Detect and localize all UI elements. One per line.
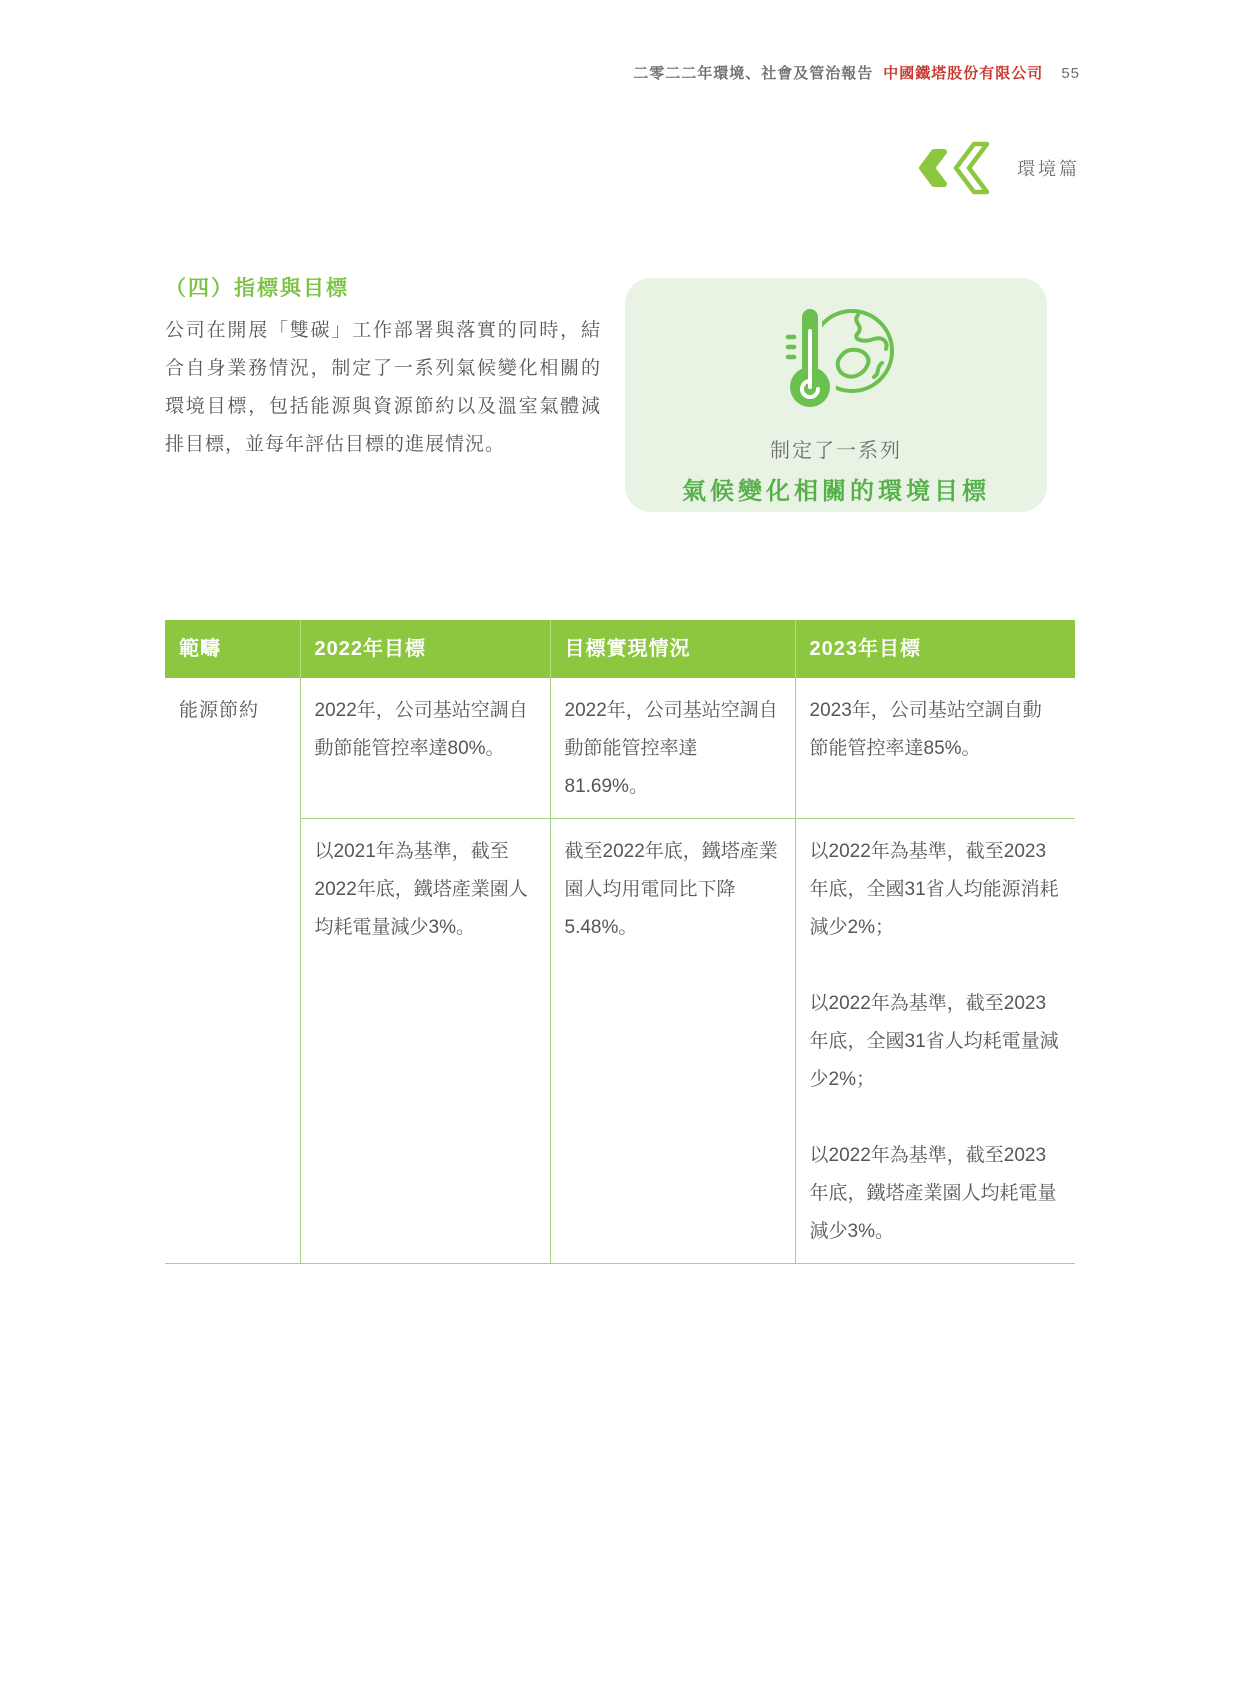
cell-achievement: 2022年，公司基站空調自動節能管控率達81.69%。 (550, 678, 795, 819)
double-chevron-left-icon (911, 138, 1003, 198)
section-title: （四）指標與目標 (165, 277, 349, 300)
col-header-target-2023: 2023年目標 (795, 620, 1075, 678)
cell-category: 能源節約 (165, 678, 300, 1264)
cell-achievement: 截至2022年底，鐵塔產業園人均用電同比下降5.48%。 (550, 819, 795, 1264)
table-row (165, 819, 1075, 1264)
page-number: 55 (1061, 65, 1080, 82)
targets-table (165, 620, 1075, 1264)
cell-target-2022: 以2021年為基準，截至2022年底，鐵塔產業園人均耗電量減少3%。 (300, 819, 550, 1264)
section-body: 公司在開展「雙碳」工作部署與落實的同時，結合自身業務情況，制定了一系列氣候變化相關的環境目標，包括能源與資源節約以及溫室氣體減排目標，並每年評估目標的進展情況。 (165, 320, 601, 455)
col-header-category: 範疇 (165, 620, 300, 678)
col-header-target-2022: 2022年目標 (300, 620, 550, 678)
table-header-row (165, 620, 1075, 678)
running-header (633, 62, 1080, 83)
thermometer-globe-icon (762, 296, 910, 430)
chapter-label: 環境篇 (1017, 159, 1080, 179)
table-row (165, 678, 1075, 819)
highlight-card (625, 278, 1047, 512)
col-header-achievement: 目標實現情況 (550, 620, 795, 678)
company-name: 中國鐵塔股份有限公司 (883, 65, 1044, 82)
report-title: 二零二二年環境、社會及管治報告 (633, 65, 874, 82)
cell-target-2023: 2023年，公司基站空調自動節能管控率達85%。 (795, 678, 1075, 819)
card-line2: 氣候變化相關的環境目標 (682, 478, 990, 505)
cell-target-2022: 2022年，公司基站空調自動節能管控率達80%。 (300, 678, 550, 819)
cell-target-2023: 以2022年為基準，截至2023年底，全國31省人均能源消耗減少2%； 以2022年為基準，截至2023年底，全國31省人均耗電量減少2%； 以2022年為基準，截至2023年底，鐵塔產業園人均耗電量減少3%。 (795, 819, 1075, 1264)
chapter-marker (911, 138, 1080, 198)
card-line1: 制定了一系列 (770, 440, 902, 462)
